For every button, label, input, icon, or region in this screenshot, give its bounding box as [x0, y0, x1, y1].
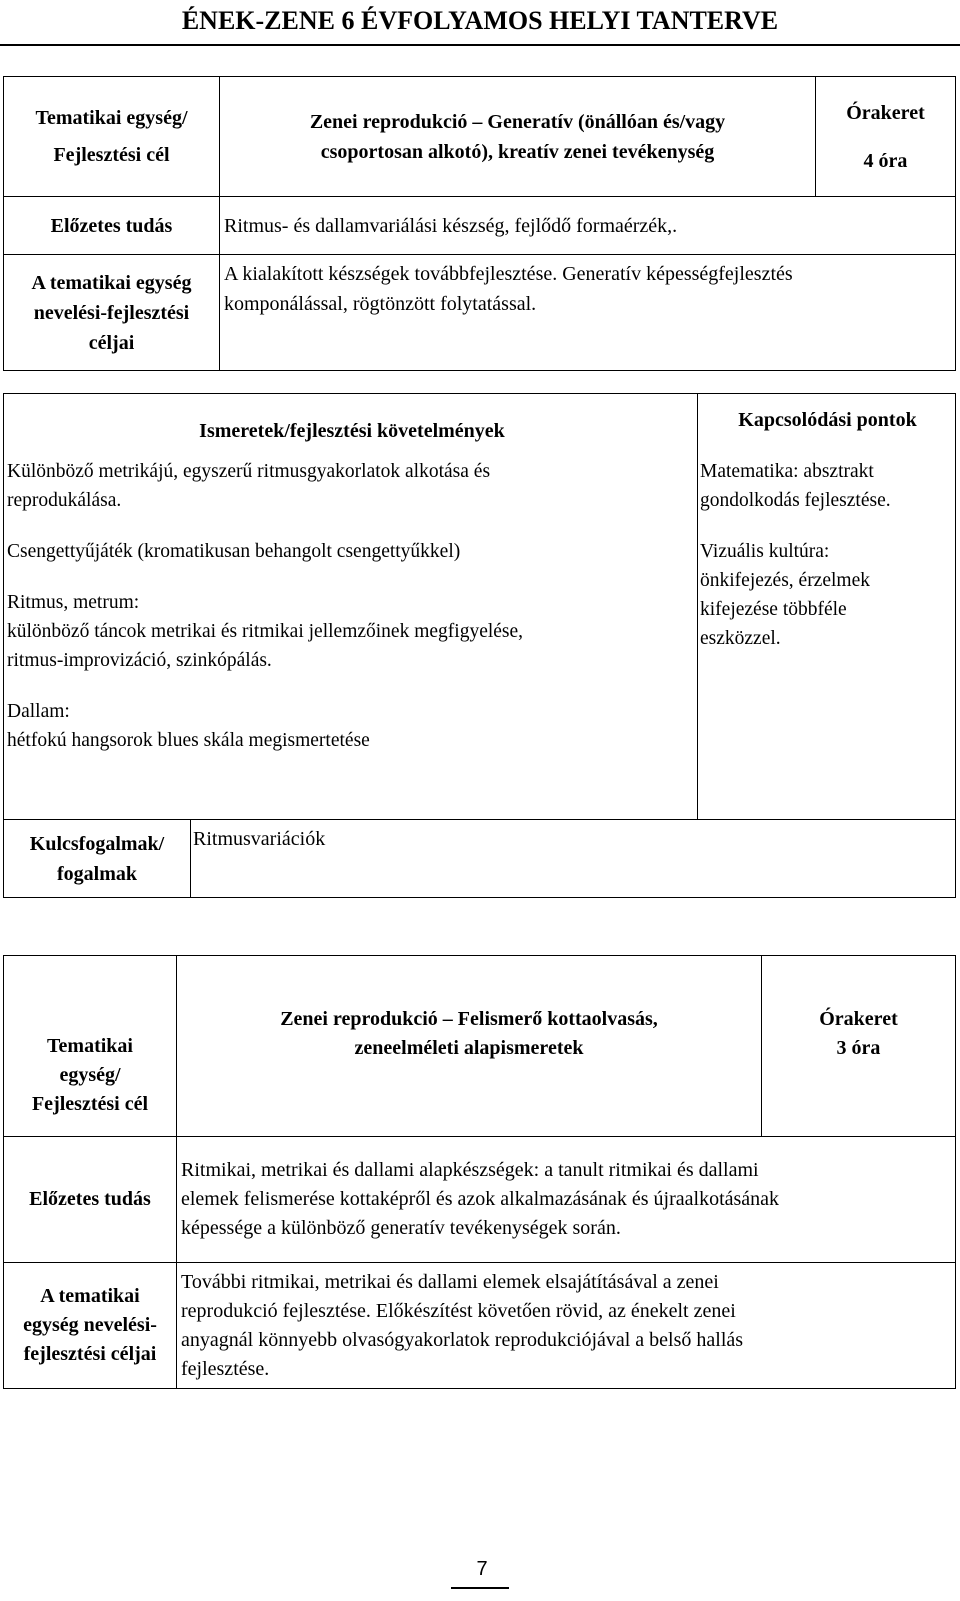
unit1-goals-label-line: céljai — [88, 331, 135, 354]
unit2-prior-label: Előzetes tudás — [4, 1137, 177, 1263]
unit1-goals-text-line: A kialakított készségek továbbfejlesztése. Generatív képességfejlesztés — [224, 263, 793, 285]
unit1-table — [3, 76, 956, 371]
requirements-line: hétfokú hangsorok blues skála megismertetése — [7, 730, 370, 751]
unit1-hours-value: 4 óra — [863, 149, 908, 172]
unit1-goals-label-line: nevelési-fejlesztési — [33, 301, 190, 324]
unit2-topic-title — [177, 956, 762, 1137]
connections-cell — [698, 394, 956, 820]
unit1-hours — [816, 77, 956, 197]
connections-line: eszközzel. — [700, 628, 781, 649]
requirements-line: Ritmus, metrum: — [7, 592, 140, 613]
unit1-goals-text-line: komponálással, rögtönzött folytatással. — [224, 293, 537, 315]
unit1-topic-label-line: Tematikai egység/ — [35, 107, 188, 129]
unit2-prior-text-line: képessége a különböző generatív tevékenységek során. — [181, 1217, 621, 1239]
unit2-goals-label-line: A tematikai — [40, 1285, 140, 1307]
unit2-prior-text — [177, 1137, 956, 1263]
unit2-prior-text-line: elemek felismerése kottaképről és azok alkalmazásának és újraalkotásának — [181, 1188, 780, 1210]
unit2-table — [3, 955, 956, 1389]
page-header — [0, 0, 960, 46]
unit2-goals-text-line: fejlesztése. — [181, 1357, 270, 1380]
page-number-rule — [451, 1587, 509, 1589]
unit1-prior-label: Előzetes tudás — [4, 197, 220, 255]
keywords-value: Ritmusvariációk — [191, 820, 956, 898]
keywords-label — [4, 820, 191, 898]
unit2-hours-label: Órakeret — [819, 1008, 898, 1030]
requirements-header: Ismeretek/fejlesztési követelmények — [199, 420, 505, 442]
unit1-topic-title-line: csoportosan alkotó), kreatív zenei tevékenység — [320, 140, 715, 163]
unit2-goals-text-line: reprodukció fejlesztése. Előkészítést követően rövid, az énekelt zenei — [181, 1299, 736, 1322]
unit1-hours-label: Órakeret — [846, 101, 925, 124]
unit1-goals-label — [4, 255, 220, 371]
connections-header: Kapcsolódási pontok — [738, 409, 917, 431]
unit2-goals-label-line: egység nevelési- — [23, 1314, 157, 1336]
unit2-topic-title-line: Zenei reprodukció – Felismerő kottaolvasás, — [280, 1008, 658, 1030]
connections-line: kifejezése többféle — [700, 599, 847, 620]
connections-line: Vizuális kultúra: — [700, 541, 830, 562]
unit2-topic-label-line: egység/ — [59, 1063, 121, 1086]
requirements-line: Különböző metrikájú, egyszerű ritmusgyakorlatok alkotása és — [7, 461, 491, 482]
page-number: 7 — [476, 1558, 488, 1580]
unit2-topic-label-line: Tematikai — [47, 1034, 133, 1057]
connections-line: önkifejezés, érzelmek — [700, 570, 870, 591]
requirements-line: reprodukálása. — [7, 490, 122, 511]
unit1-prior-text: Ritmus- és dallamvariálási készség, fejlődő formaérzék,. — [220, 197, 956, 255]
keywords-label-line: Kulcsfogalmak/ — [29, 832, 165, 855]
unit2-goals-label-line: fejlesztési céljai — [23, 1343, 157, 1365]
unit1-goals-text — [220, 255, 956, 371]
unit1-topic-title-line: Zenei reprodukció – Generatív (önállóan és/vagy — [309, 110, 726, 133]
unit1-topic-title — [220, 77, 816, 197]
header-rule — [0, 44, 960, 46]
requirements-table — [3, 393, 956, 820]
requirements-cell — [4, 394, 698, 820]
keywords-label-line: fogalmak — [57, 862, 137, 885]
unit1-topic-label-line: Fejlesztési cél — [53, 144, 170, 166]
unit2-goals-text-line: További ritmikai, metrikai és dallami elemek elsajátításával a zenei — [181, 1270, 719, 1293]
unit2-topic-label — [4, 956, 177, 1137]
unit2-goals-text-line: anyagnál könnyebb olvasógyakorlatok reprodukciójával a belső hallás — [181, 1328, 744, 1351]
unit2-prior-text-line: Ritmikai, metrikai és dallami alapkészségek: a tanult ritmikai és dallami — [181, 1159, 759, 1181]
unit2-goals-label — [4, 1263, 177, 1389]
unit2-hours — [762, 956, 956, 1137]
unit2-hours-value: 3 óra — [836, 1037, 881, 1059]
connections-line: gondolkodás fejlesztése. — [700, 490, 891, 511]
unit2-goals-text — [177, 1263, 956, 1389]
document-title: ÉNEK-ZENE 6 ÉVFOLYAMOS HELYI TANTERVE — [181, 6, 779, 35]
requirements-line: Csengettyűjáték (kromatikusan behangolt csengettyűkkel) — [7, 541, 461, 562]
unit2-topic-label-line: Fejlesztési cél — [31, 1092, 149, 1115]
requirements-line: különböző táncok metrikai és ritmikai jellemzőinek megfigyelése, — [7, 621, 524, 642]
unit2-topic-title-line: zeneelméleti alapismeretek — [354, 1037, 584, 1059]
connections-line: Matematika: absztrakt — [700, 461, 874, 482]
requirements-line: ritmus-improvizáció, szinkópálás. — [7, 650, 272, 671]
unit1-goals-label-line: A tematikai egység — [31, 271, 192, 294]
keywords-table — [3, 819, 956, 898]
requirements-line: Dallam: — [7, 701, 70, 722]
unit1-topic-label — [4, 77, 220, 197]
